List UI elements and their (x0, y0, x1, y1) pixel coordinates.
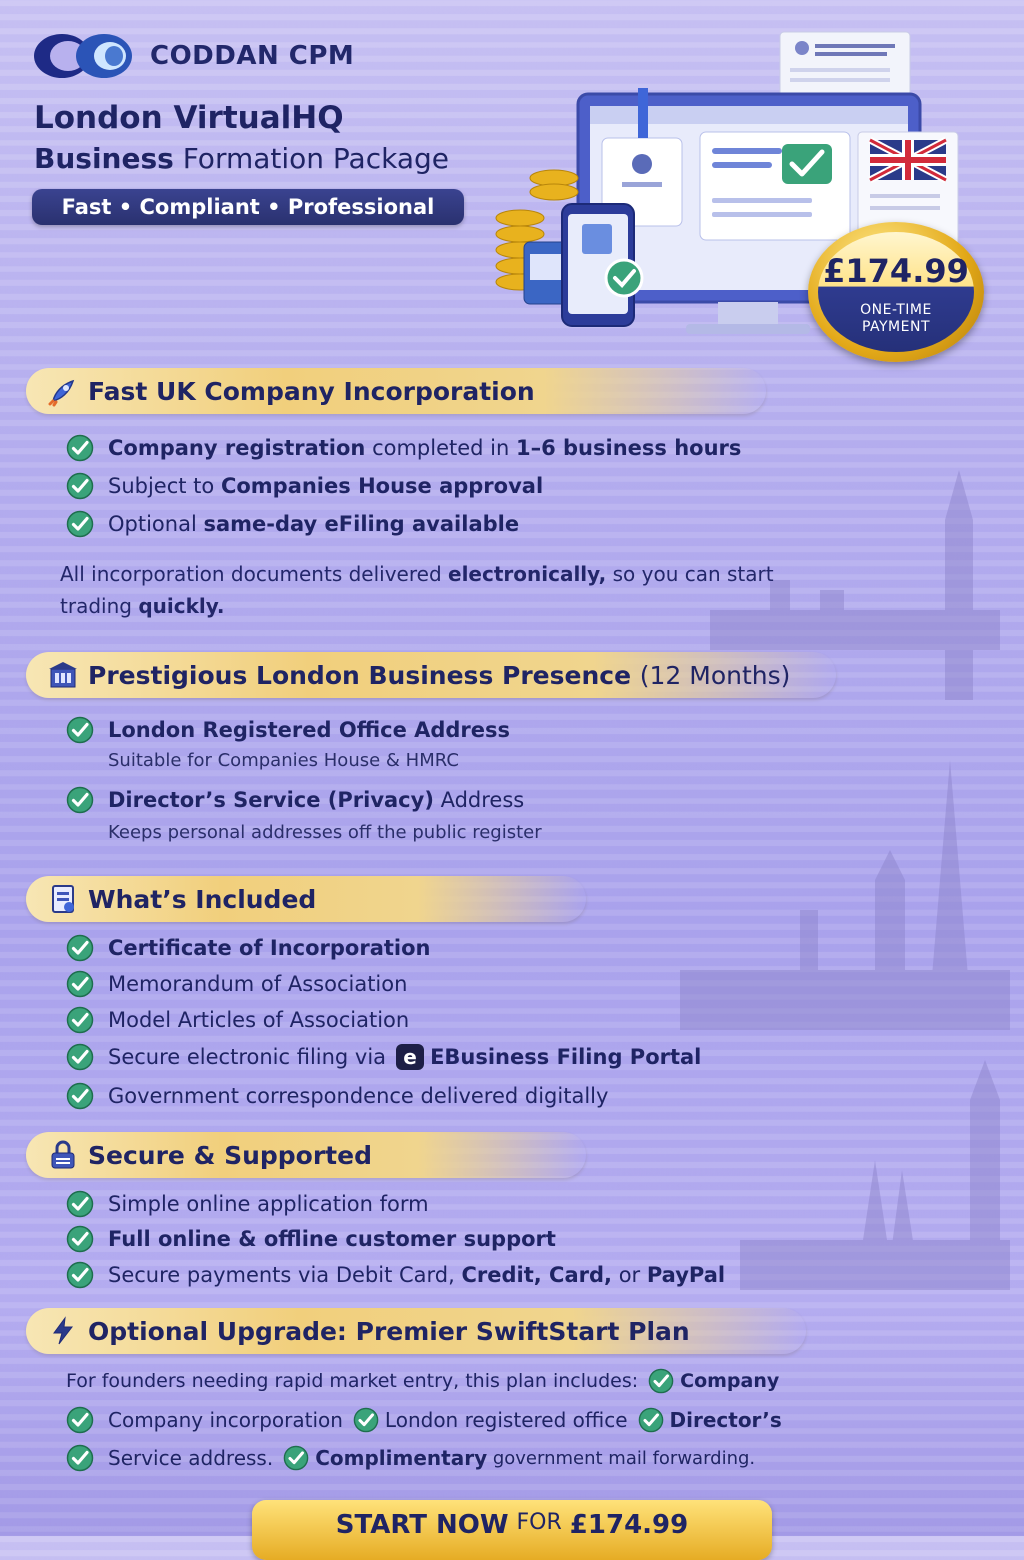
list-item-note: Keeps personal addresses off the public register (108, 822, 542, 843)
section-header-secure: Secure & Supported (26, 1132, 586, 1178)
list-item: Company registration completed in 1–6 business hours (66, 434, 741, 462)
check-icon (66, 1082, 94, 1110)
list-item: Simple online application form (66, 1190, 429, 1218)
list-item: Memorandum of Association (66, 970, 407, 998)
incorporation-description: All incorporation documents delivered electronically, so you can start trading quickly. (60, 562, 774, 618)
section-header-included: What’s Included (26, 876, 586, 922)
list-item: Model Articles of Association (66, 1006, 409, 1034)
list-item: Optional same-day eFiling available (66, 510, 519, 538)
check-icon (66, 1043, 94, 1071)
check-icon (66, 434, 94, 462)
page-title: London VirtualHQ (34, 100, 344, 136)
list-item: Secure payments via Debit Card, Credit, Card, or PayPal (66, 1261, 725, 1289)
list-item: Full online & offline customer support (66, 1225, 556, 1253)
check-icon (66, 1006, 94, 1034)
brand-name: CODDAN CPM (150, 41, 355, 71)
check-icon (66, 472, 94, 500)
building-icon (44, 656, 82, 694)
list-item: Certificate of Incorporation (66, 934, 431, 962)
section-header-incorporation: Fast UK Company Incorporation (26, 368, 766, 414)
check-icon (66, 1444, 94, 1472)
rocket-icon (44, 372, 82, 410)
upgrade-intro: For founders needing rapid market entry, this plan includes: Company (66, 1370, 780, 1392)
tagline-pill: Fast • Compliant • Professional (32, 189, 464, 225)
padlock-icon (44, 1136, 82, 1174)
document-icon (44, 880, 82, 918)
upgrade-features-line: Service address. Complimentary government mail forwarding. (66, 1444, 755, 1472)
check-icon (66, 786, 94, 814)
check-icon (66, 716, 94, 744)
ebusiness-portal-icon: e (396, 1044, 424, 1070)
start-now-button[interactable]: START NOW FOR £174.99 (252, 1500, 772, 1560)
check-icon (66, 934, 94, 962)
check-icon (283, 1445, 309, 1471)
section-header-upgrade: Optional Upgrade: Premier SwiftStart Plan (26, 1308, 806, 1354)
list-item: Subject to Companies House approval (66, 472, 543, 500)
section-header-presence: Prestigious London Business Presence (12 Months) (26, 652, 836, 698)
upgrade-features-line: Company incorporation London registered office Director’s (66, 1406, 782, 1434)
page-subtitle: Business Formation Package (34, 142, 449, 175)
list-item-note: Suitable for Companies House & HMRC (108, 750, 459, 771)
check-icon (638, 1407, 664, 1433)
list-item: Director’s Service (Privacy) Address (66, 786, 524, 814)
check-icon (66, 1225, 94, 1253)
brand-logo[interactable] (32, 30, 354, 82)
list-item: London Registered Office Address (66, 716, 510, 744)
coddan-logo-icon (32, 30, 140, 82)
check-icon (648, 1368, 674, 1394)
check-icon (66, 970, 94, 998)
check-icon (66, 1190, 94, 1218)
price-value: £174.99 (823, 252, 969, 290)
lightning-icon (44, 1312, 82, 1350)
check-icon (353, 1407, 379, 1433)
price-badge (808, 222, 984, 362)
list-item: Government correspondence delivered digitally (66, 1082, 608, 1110)
list-item: Secure electronic filing via e EBusiness Filing Portal (66, 1043, 701, 1071)
check-icon (66, 1406, 94, 1434)
price-note: ONE-TIME PAYMENT (860, 302, 932, 335)
check-icon (66, 510, 94, 538)
check-icon (66, 1261, 94, 1289)
